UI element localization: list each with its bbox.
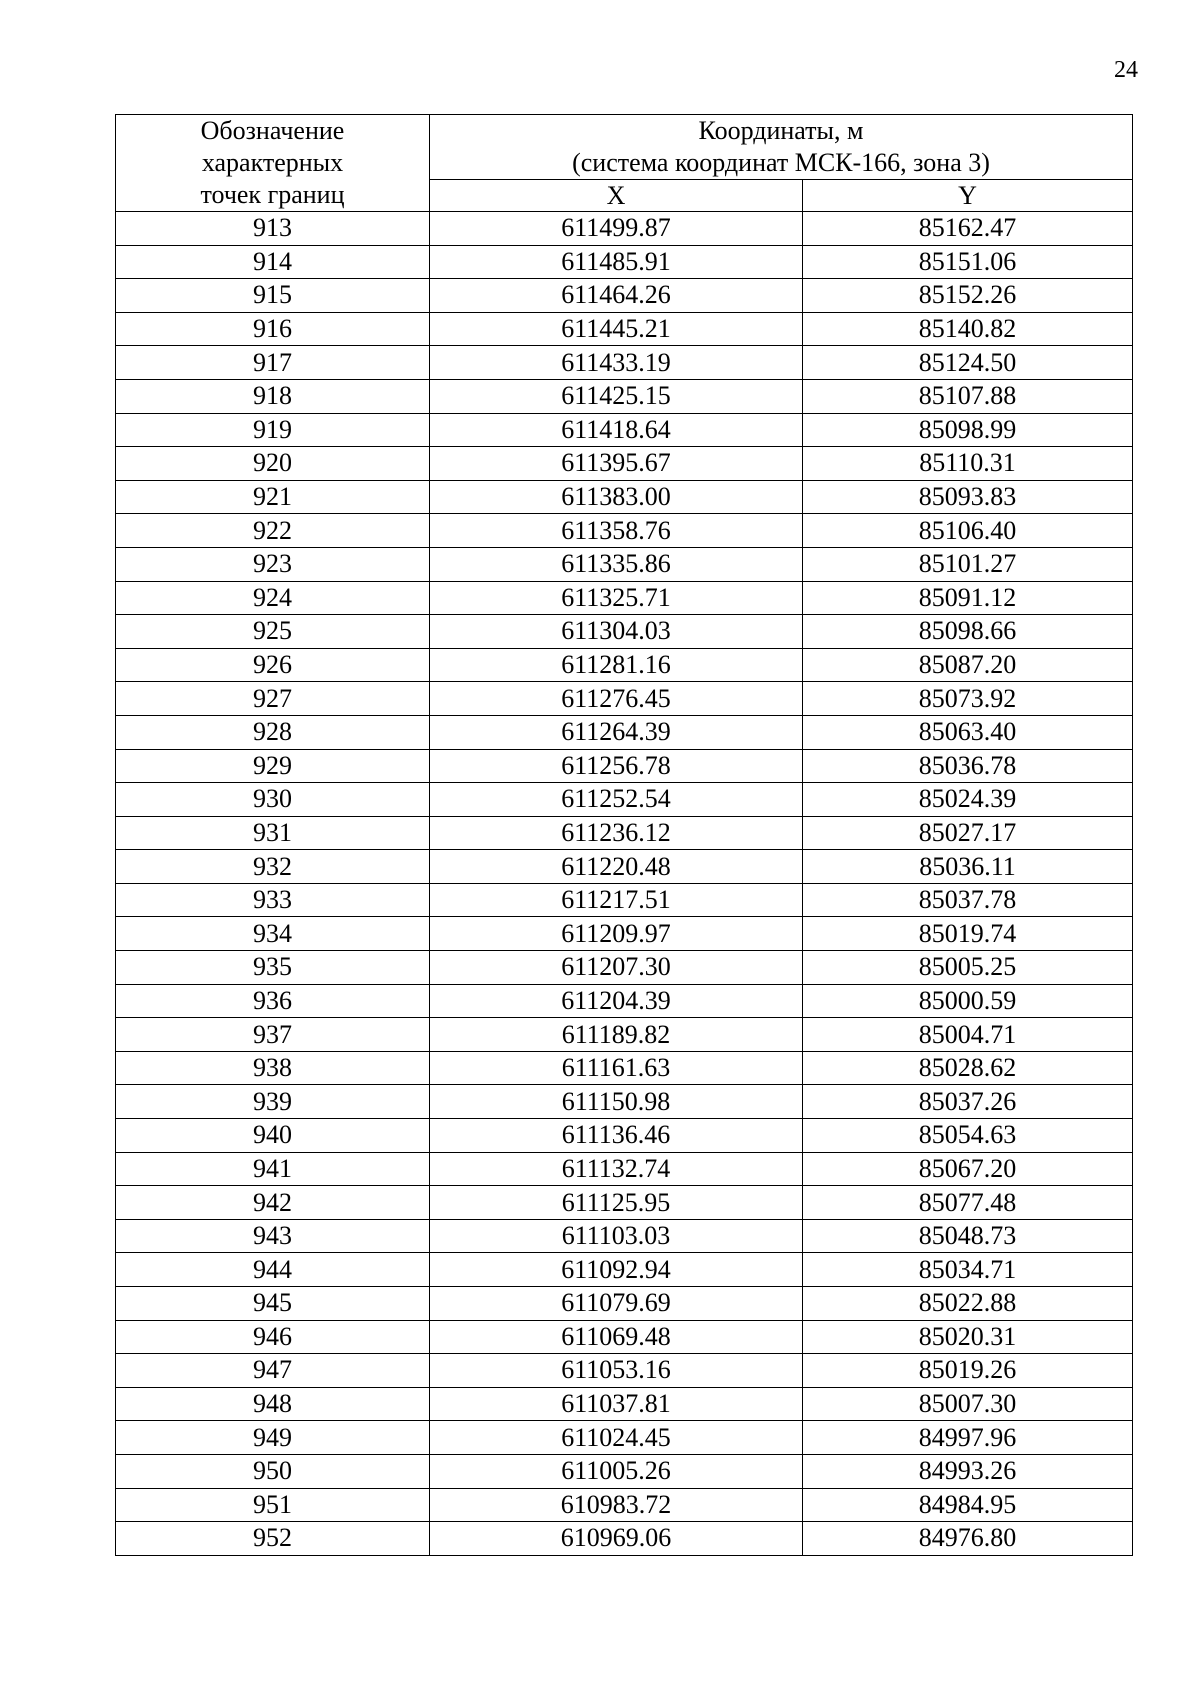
point-cell: 919	[116, 413, 430, 447]
y-coordinate-cell: 85024.39	[803, 783, 1133, 817]
coords-header-line: Координаты, м	[698, 116, 864, 145]
point-cell: 921	[116, 480, 430, 514]
table-row	[116, 514, 1133, 548]
x-coordinate-cell: 611204.39	[430, 984, 803, 1018]
point-designation-header	[116, 115, 430, 212]
point-cell: 941	[116, 1152, 430, 1186]
coords-header-line: (система координат МСК-166, зона 3)	[572, 148, 990, 177]
point-cell: 943	[116, 1219, 430, 1253]
table-row	[116, 917, 1133, 951]
point-cell: 933	[116, 883, 430, 917]
point-cell: 923	[116, 547, 430, 581]
point-cell: 946	[116, 1320, 430, 1354]
point-cell: 920	[116, 447, 430, 481]
x-coordinate-cell: 611425.15	[430, 379, 803, 413]
table-row	[116, 1253, 1133, 1287]
x-coordinate-cell: 611207.30	[430, 951, 803, 985]
y-coordinate-cell: 85162.47	[803, 212, 1133, 246]
table-body	[116, 212, 1133, 1556]
y-coordinate-cell: 85036.11	[803, 850, 1133, 884]
point-cell: 917	[116, 346, 430, 380]
table-row	[116, 279, 1133, 313]
table-row	[116, 1522, 1133, 1556]
x-coordinate-cell: 611304.03	[430, 615, 803, 649]
x-coordinate-cell: 611358.76	[430, 514, 803, 548]
table-row	[116, 648, 1133, 682]
x-coordinate-cell: 611445.21	[430, 312, 803, 346]
x-coordinate-cell: 611433.19	[430, 346, 803, 380]
x-coordinate-cell: 611395.67	[430, 447, 803, 481]
table-row	[116, 312, 1133, 346]
point-cell: 927	[116, 682, 430, 716]
table-row	[116, 1488, 1133, 1522]
point-header-line: точек границ	[200, 180, 345, 209]
table-row	[116, 1454, 1133, 1488]
y-coordinate-cell: 85048.73	[803, 1219, 1133, 1253]
y-coordinate-cell: 85106.40	[803, 514, 1133, 548]
x-coordinate-cell: 611132.74	[430, 1152, 803, 1186]
point-header-line: характерных	[201, 148, 344, 177]
y-coordinate-cell: 85037.26	[803, 1085, 1133, 1119]
coordinates-table	[115, 114, 1133, 1556]
point-cell: 952	[116, 1522, 430, 1556]
point-cell: 916	[116, 312, 430, 346]
point-cell: 950	[116, 1454, 430, 1488]
y-coordinate-cell: 84993.26	[803, 1454, 1133, 1488]
table-header	[116, 115, 1133, 212]
point-cell: 924	[116, 581, 430, 615]
point-cell: 947	[116, 1354, 430, 1388]
table-row	[116, 1387, 1133, 1421]
y-coordinate-cell: 85027.17	[803, 816, 1133, 850]
x-coordinate-cell: 611079.69	[430, 1287, 803, 1321]
y-coordinate-cell: 85087.20	[803, 648, 1133, 682]
point-cell: 935	[116, 951, 430, 985]
x-coordinate-cell: 611383.00	[430, 480, 803, 514]
table-row	[116, 212, 1133, 246]
table-row	[116, 1421, 1133, 1455]
x-coordinate-cell: 611325.71	[430, 581, 803, 615]
y-coordinate-cell: 85067.20	[803, 1152, 1133, 1186]
table-row	[116, 346, 1133, 380]
x-coordinate-cell: 611069.48	[430, 1320, 803, 1354]
table-row	[116, 581, 1133, 615]
table-row	[116, 1354, 1133, 1388]
y-coordinate-cell: 85098.66	[803, 615, 1133, 649]
table-row	[116, 1051, 1133, 1085]
table-row	[116, 1186, 1133, 1220]
table-row	[116, 245, 1133, 279]
point-cell: 944	[116, 1253, 430, 1287]
x-coordinate-cell: 611499.87	[430, 212, 803, 246]
y-coordinate-cell: 85063.40	[803, 715, 1133, 749]
point-cell: 940	[116, 1119, 430, 1153]
y-coordinate-cell: 85020.31	[803, 1320, 1133, 1354]
y-coordinate-cell: 85034.71	[803, 1253, 1133, 1287]
table-row	[116, 447, 1133, 481]
x-coordinate-cell: 611464.26	[430, 279, 803, 313]
table-row	[116, 816, 1133, 850]
point-cell: 930	[116, 783, 430, 817]
point-cell: 922	[116, 514, 430, 548]
table-row	[116, 615, 1133, 649]
x-coordinate-cell: 611161.63	[430, 1051, 803, 1085]
y-coordinate-cell: 85077.48	[803, 1186, 1133, 1220]
table-row	[116, 883, 1133, 917]
y-coordinate-cell: 85151.06	[803, 245, 1133, 279]
point-cell: 942	[116, 1186, 430, 1220]
x-column-header: X	[430, 180, 803, 212]
y-coordinate-cell: 84976.80	[803, 1522, 1133, 1556]
point-cell: 931	[116, 816, 430, 850]
x-coordinate-cell: 611418.64	[430, 413, 803, 447]
point-cell: 913	[116, 212, 430, 246]
y-coordinate-cell: 85098.99	[803, 413, 1133, 447]
x-coordinate-cell: 611485.91	[430, 245, 803, 279]
y-coordinate-cell: 85093.83	[803, 480, 1133, 514]
table-row	[116, 749, 1133, 783]
x-coordinate-cell: 611092.94	[430, 1253, 803, 1287]
table-row	[116, 1320, 1133, 1354]
table-row	[116, 1085, 1133, 1119]
x-coordinate-cell: 610969.06	[430, 1522, 803, 1556]
x-coordinate-cell: 611150.98	[430, 1085, 803, 1119]
table-row	[116, 379, 1133, 413]
y-coordinate-cell: 85019.74	[803, 917, 1133, 951]
y-coordinate-cell: 85022.88	[803, 1287, 1133, 1321]
point-cell: 932	[116, 850, 430, 884]
x-coordinate-cell: 611209.97	[430, 917, 803, 951]
y-column-header: Y	[803, 180, 1133, 212]
point-cell: 934	[116, 917, 430, 951]
table-row	[116, 682, 1133, 716]
table-row	[116, 951, 1133, 985]
x-coordinate-cell: 611281.16	[430, 648, 803, 682]
y-coordinate-cell: 85073.92	[803, 682, 1133, 716]
table-row	[116, 1152, 1133, 1186]
y-coordinate-cell: 85007.30	[803, 1387, 1133, 1421]
y-coordinate-cell: 85107.88	[803, 379, 1133, 413]
x-coordinate-cell: 611335.86	[430, 547, 803, 581]
y-coordinate-cell: 85110.31	[803, 447, 1133, 481]
point-cell: 925	[116, 615, 430, 649]
y-coordinate-cell: 85101.27	[803, 547, 1133, 581]
y-coordinate-cell: 85054.63	[803, 1119, 1133, 1153]
y-coordinate-cell: 85000.59	[803, 984, 1133, 1018]
point-cell: 939	[116, 1085, 430, 1119]
x-coordinate-cell: 611220.48	[430, 850, 803, 884]
y-coordinate-cell: 84984.95	[803, 1488, 1133, 1522]
x-coordinate-cell: 611125.95	[430, 1186, 803, 1220]
table-row	[116, 984, 1133, 1018]
x-coordinate-cell: 611256.78	[430, 749, 803, 783]
point-cell: 951	[116, 1488, 430, 1522]
x-coordinate-cell: 611189.82	[430, 1018, 803, 1052]
x-coordinate-cell: 611024.45	[430, 1421, 803, 1455]
y-coordinate-cell: 85028.62	[803, 1051, 1133, 1085]
x-coordinate-cell: 611252.54	[430, 783, 803, 817]
point-cell: 938	[116, 1051, 430, 1085]
table-row	[116, 1287, 1133, 1321]
point-cell: 945	[116, 1287, 430, 1321]
x-coordinate-cell: 611053.16	[430, 1354, 803, 1388]
point-cell: 949	[116, 1421, 430, 1455]
y-coordinate-cell: 85004.71	[803, 1018, 1133, 1052]
x-coordinate-cell: 611136.46	[430, 1119, 803, 1153]
x-coordinate-cell: 611103.03	[430, 1219, 803, 1253]
table-row	[116, 1018, 1133, 1052]
page-number: 24	[1114, 57, 1138, 83]
table-row	[116, 715, 1133, 749]
y-coordinate-cell: 85091.12	[803, 581, 1133, 615]
point-cell: 914	[116, 245, 430, 279]
x-coordinate-cell: 611236.12	[430, 816, 803, 850]
table-row	[116, 783, 1133, 817]
table-row	[116, 413, 1133, 447]
y-coordinate-cell: 85037.78	[803, 883, 1133, 917]
x-coordinate-cell: 611217.51	[430, 883, 803, 917]
table-row	[116, 547, 1133, 581]
y-coordinate-cell: 85124.50	[803, 346, 1133, 380]
y-coordinate-cell: 85152.26	[803, 279, 1133, 313]
table-row	[116, 1119, 1133, 1153]
y-coordinate-cell: 84997.96	[803, 1421, 1133, 1455]
coordinates-header	[430, 115, 1133, 180]
y-coordinate-cell: 85019.26	[803, 1354, 1133, 1388]
point-cell: 915	[116, 279, 430, 313]
point-cell: 929	[116, 749, 430, 783]
x-coordinate-cell: 610983.72	[430, 1488, 803, 1522]
point-cell: 928	[116, 715, 430, 749]
table-row	[116, 480, 1133, 514]
y-coordinate-cell: 85005.25	[803, 951, 1133, 985]
point-header-line: Обозначение	[200, 116, 345, 145]
x-coordinate-cell: 611005.26	[430, 1454, 803, 1488]
x-coordinate-cell: 611276.45	[430, 682, 803, 716]
point-cell: 926	[116, 648, 430, 682]
point-cell: 936	[116, 984, 430, 1018]
x-coordinate-cell: 611037.81	[430, 1387, 803, 1421]
table-row	[116, 1219, 1133, 1253]
point-cell: 918	[116, 379, 430, 413]
x-coordinate-cell: 611264.39	[430, 715, 803, 749]
table-row	[116, 850, 1133, 884]
point-cell: 948	[116, 1387, 430, 1421]
y-coordinate-cell: 85140.82	[803, 312, 1133, 346]
point-cell: 937	[116, 1018, 430, 1052]
y-coordinate-cell: 85036.78	[803, 749, 1133, 783]
